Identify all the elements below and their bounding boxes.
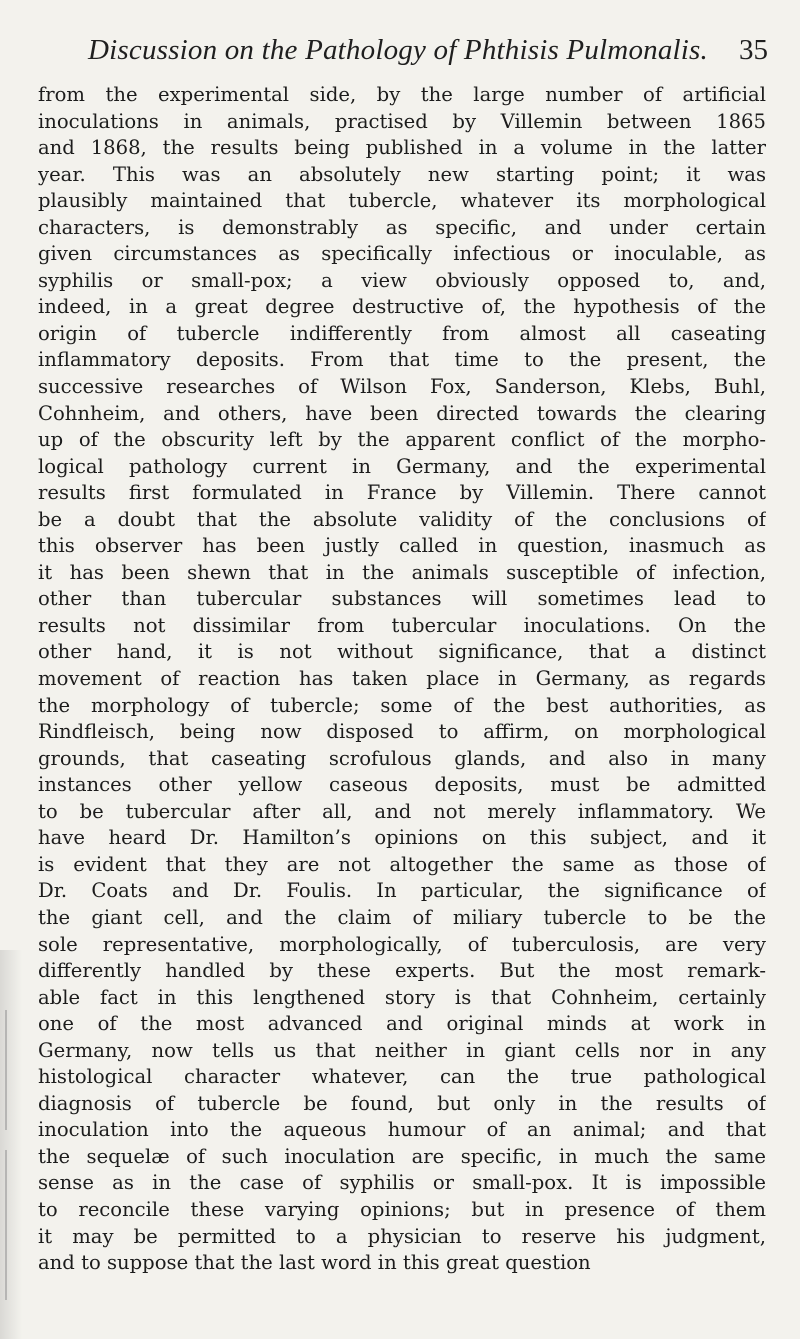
text-line: to reconcile these varying opinions; but in presence of them	[38, 1197, 766, 1221]
text-line: characters, is demonstrably as specific, and under certain	[38, 215, 766, 239]
text-line: inoculations in animals, practised by Villemin between 1865	[38, 109, 766, 133]
text-line: it may be permitted to a physician to reserve his judgment,	[38, 1224, 766, 1248]
page-number: 35	[739, 34, 768, 66]
text-line: movement of reaction has taken place in Germany, as regards	[38, 667, 766, 691]
text-line: sole representative, morphologically, of tuberculosis, are very	[38, 932, 766, 956]
text-line: from the experimental side, by the large number of artificial	[38, 83, 766, 106]
text-line: instances other yellow caseous deposits, must be admitted	[38, 773, 766, 797]
text-line: sense as in the case of syphilis or small-pox. It is impossible	[38, 1171, 766, 1195]
text-line: indeed, in a great degree destructive of, the hypothesis of the	[38, 295, 766, 319]
text-line: Cohnheim, and others, have been directed towards the clearing	[38, 401, 766, 425]
text-line: plausibly maintained that tubercle, whatever its morphological	[38, 189, 766, 213]
text-line: it has been shewn that in the animals susceptible of infection,	[38, 560, 766, 584]
text-line: Germany, now tells us that neither in giant cells nor in any	[38, 1038, 766, 1062]
text-line: other hand, it is not without significance, that a distinct	[38, 640, 766, 664]
body-text	[38, 82, 766, 1277]
text-line: diagnosis of tubercle be found, but only in the results of	[38, 1091, 766, 1115]
text-line: results first formulated in France by Villemin. There cannot	[38, 481, 766, 505]
text-line: other than tubercular substances will sometimes lead to	[38, 587, 766, 611]
text-line: and 1868, the results being published in a volume in the latter	[38, 136, 766, 160]
binding-edge-mark	[5, 1010, 7, 1130]
text-line: able fact in this lengthened story is that Cohnheim, certainly	[38, 985, 766, 1009]
text-line: histological character whatever, can the true pathological	[38, 1065, 766, 1089]
text-line: have heard Dr. Hamilton’s opinions on this subject, and it	[38, 826, 766, 850]
text-line: the giant cell, and the claim of miliary tubercle to be the	[38, 905, 766, 929]
text-line: Rindfleisch, being now disposed to affirm, on morphological	[38, 720, 766, 744]
text-line: is evident that they are not altogether the same as those of	[38, 852, 766, 876]
page-header	[88, 34, 768, 74]
text-line: successive researches of Wilson Fox, Sanderson, Klebs, Buhl,	[38, 375, 766, 399]
text-line: this observer has been justly called in question, inasmuch as	[38, 534, 766, 558]
text-line: inflammatory deposits. From that time to the present, the	[38, 348, 766, 372]
binding-edge-mark	[5, 1150, 7, 1300]
text-line: syphilis or small-pox; a view obviously opposed to, and,	[38, 268, 766, 292]
text-line: year. This was an absolutely new starting point; it was	[38, 162, 766, 186]
text-line: logical pathology current in Germany, and the experimental	[38, 454, 766, 478]
text-line: given circumstances as specifically infectious or inoculable, as	[38, 242, 766, 266]
running-title: Discussion on the Pathology of Phthisis Pulmonalis.	[88, 34, 708, 66]
text-line: differently handled by these experts. But the most remark-	[38, 959, 766, 983]
text-line: up of the obscurity left by the apparent conflict of the morpho-	[38, 428, 766, 452]
text-line: the sequelæ of such inoculation are specific, in much the same	[38, 1144, 766, 1168]
text-line: and to suppose that the last word in this great question	[38, 1251, 591, 1275]
text-line: the morphology of tubercle; some of the best authorities, as	[38, 693, 766, 717]
text-line: one of the most advanced and original minds at work in	[38, 1012, 766, 1036]
text-line: grounds, that caseating scrofulous glands, and also in many	[38, 746, 766, 770]
binding-edge-shadow	[0, 950, 22, 1339]
text-line: Dr. Coats and Dr. Foulis. In particular, the significance of	[38, 879, 766, 903]
text-line: origin of tubercle indifferently from almost all caseating	[38, 321, 766, 345]
text-line: to be tubercular after all, and not merely inflammatory. We	[38, 799, 766, 823]
text-line: be a doubt that the absolute validity of the conclusions of	[38, 507, 766, 531]
text-line: inoculation into the aqueous humour of an animal; and that	[38, 1118, 766, 1142]
text-line: results not dissimilar from tubercular inoculations. On the	[38, 613, 766, 637]
